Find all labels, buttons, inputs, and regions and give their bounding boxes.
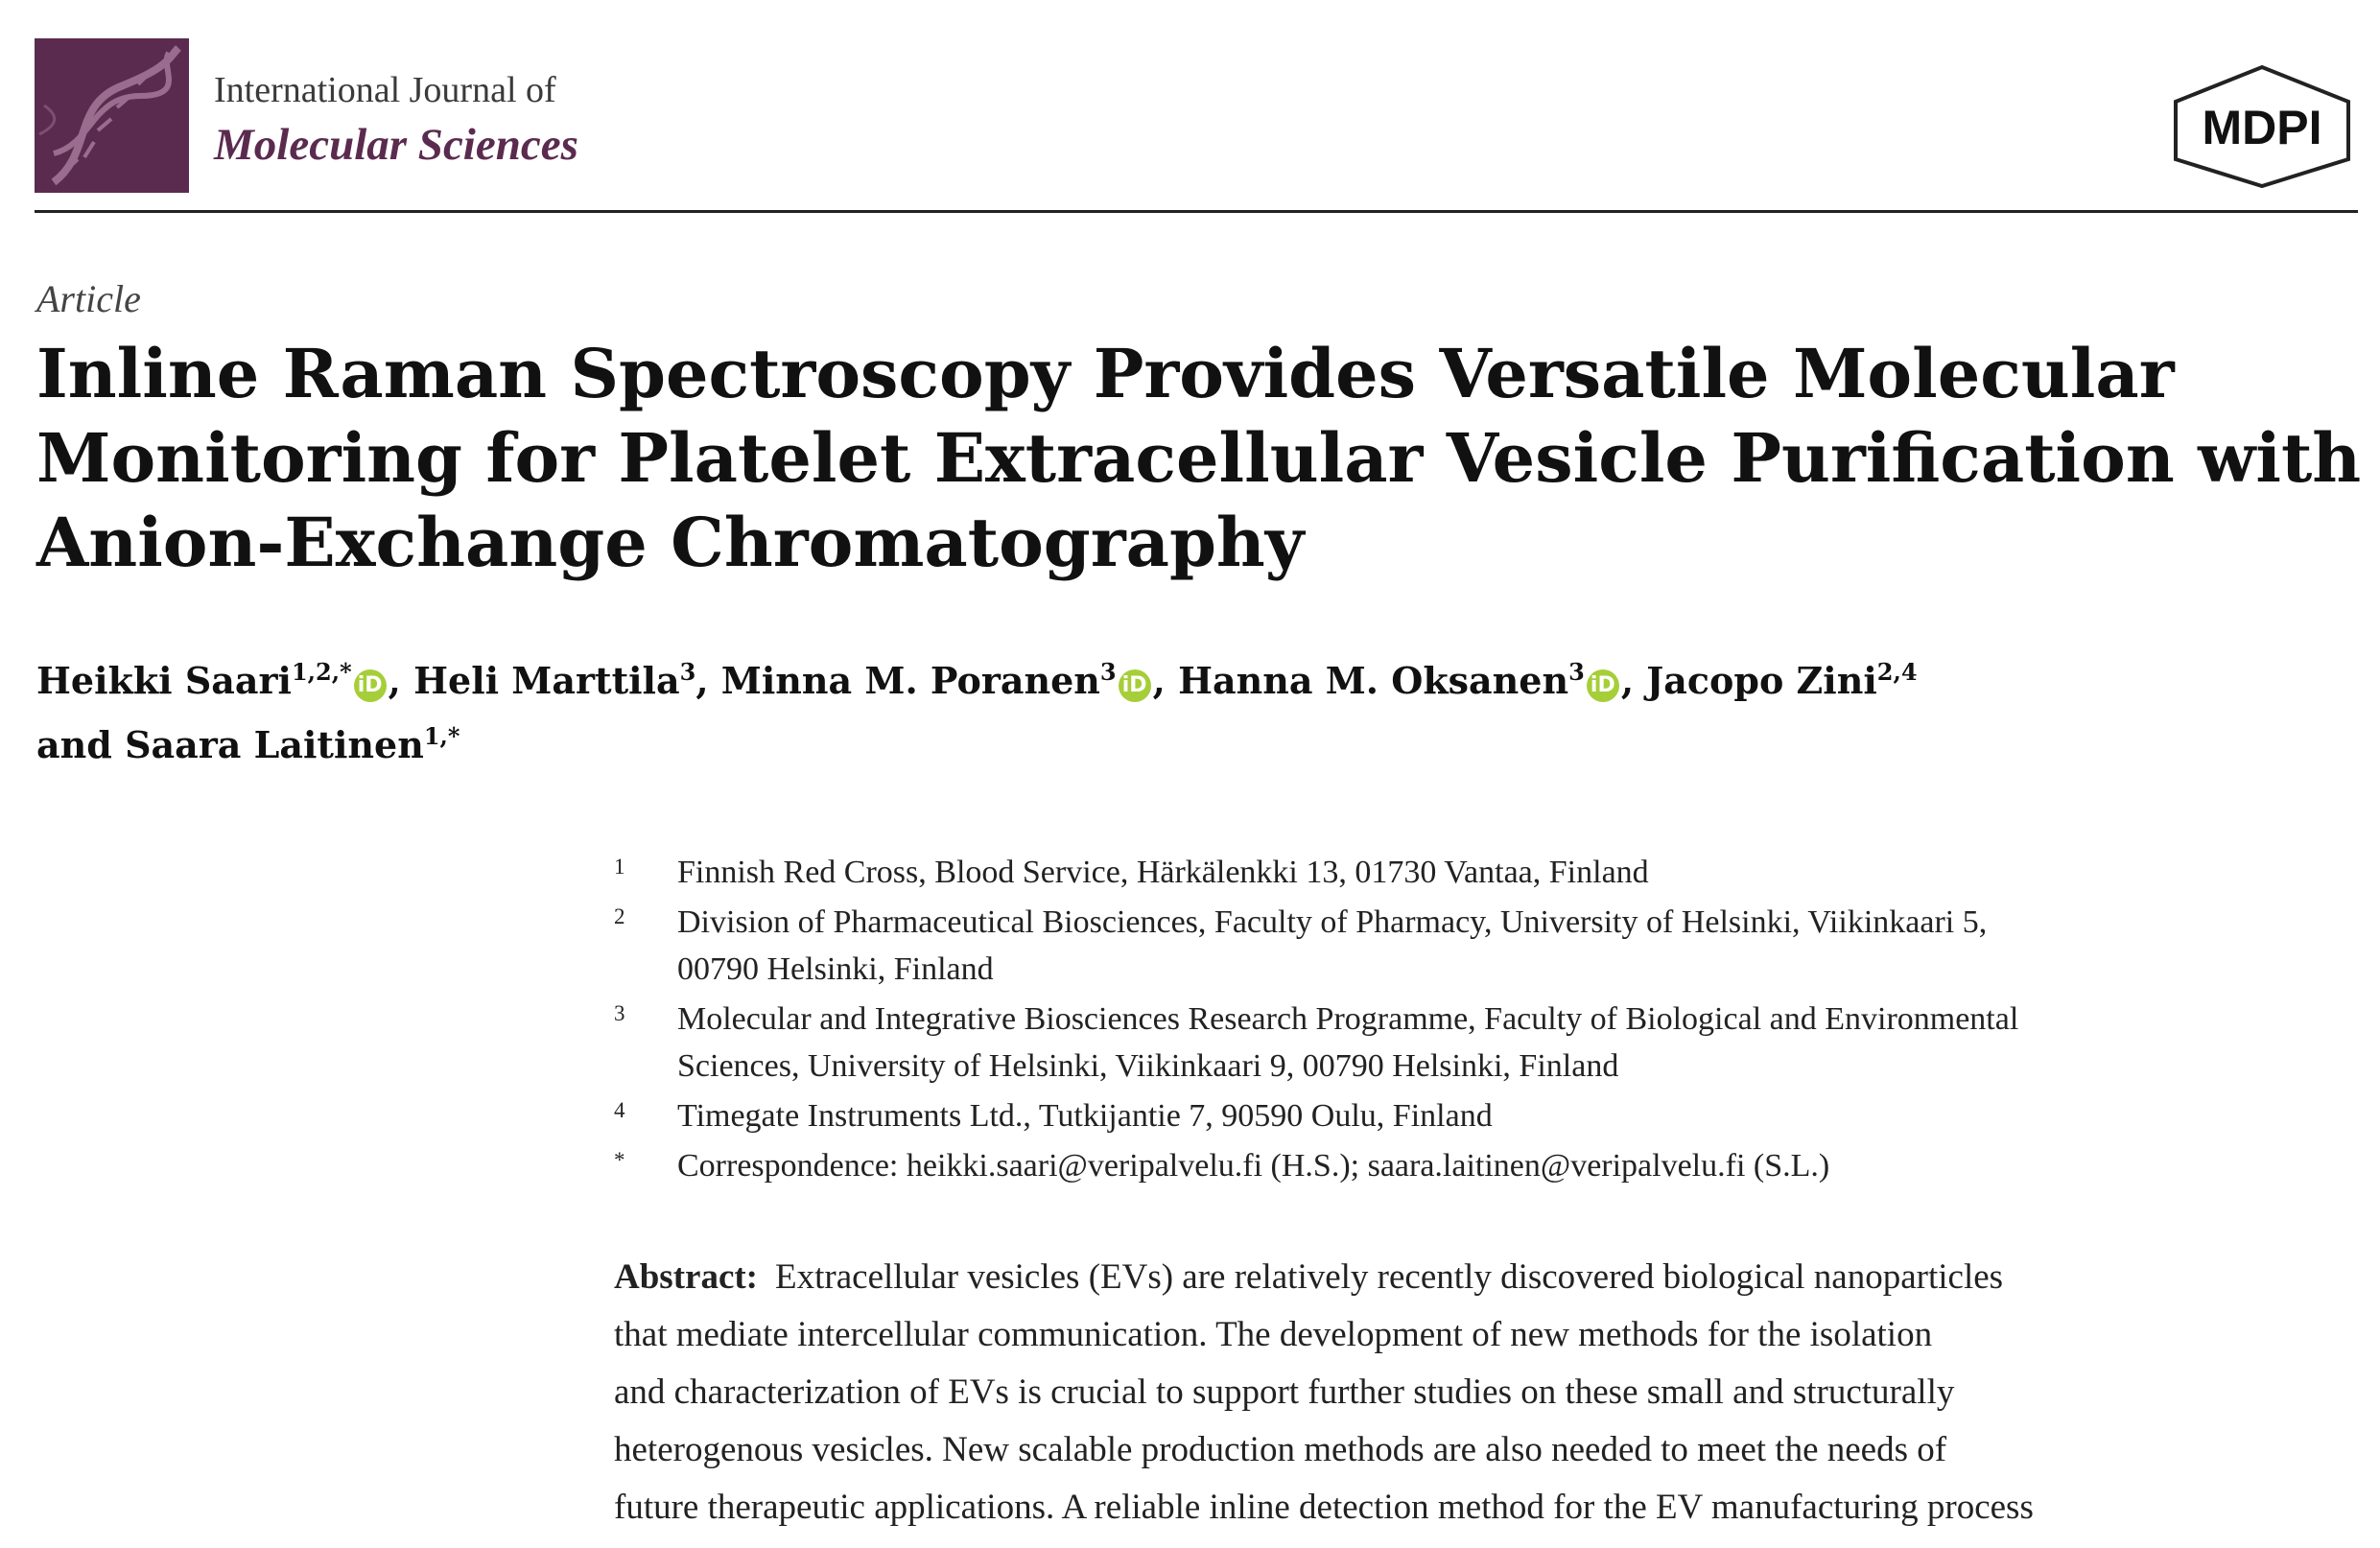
correspondence-item [614, 1142, 2360, 1189]
orcid-icon[interactable]: iD [1119, 669, 1151, 702]
abstract-line: future therapeutic applications. A reliable inline detection method for the EV manufacturing process [614, 1488, 2034, 1527]
author-name[interactable]: Minna M. Poranen [720, 659, 1100, 702]
author-name[interactable]: Hanna M. Oksanen [1178, 659, 1569, 702]
journal-logo [35, 38, 189, 193]
affiliation-text: Timegate Instruments Ltd., Tutkijantie 7, 90590 Oulu, Finland [677, 1098, 1493, 1134]
affiliation-text: 00790 Helsinki, Finland [677, 951, 994, 987]
affiliation-number: 4 [614, 1098, 625, 1122]
journal-name-line2: Molecular Sciences [214, 120, 578, 170]
article-type: Article [36, 277, 141, 320]
affiliation-number: 2 [614, 904, 625, 928]
abstract-line: that mediate intercellular communication. The development of new methods for the isolation [614, 1315, 1933, 1354]
affiliation-text: Sciences, University of Helsinki, Viikinkaari 9, 00790 Helsinki, Finland [677, 1048, 1619, 1084]
orcid-icon[interactable]: iD [1587, 669, 1619, 702]
affiliations-list [614, 849, 2360, 1192]
author-name[interactable]: Heli Marttila [413, 659, 680, 702]
affiliation-text: Molecular and Integrative Biosciences Research Programme, Faculty of Biological and Environmental [677, 1001, 2019, 1037]
abstract-line [614, 1249, 2360, 1306]
affiliation-item [614, 899, 2360, 993]
author-affiliation-marks: 1,* [423, 722, 460, 750]
affiliation-text: Division of Pharmaceutical Biosciences, Faculty of Pharmacy, University of Helsinki, Viikinkaari 5, [677, 904, 1988, 940]
author-affiliation-marks: 1,2,* [291, 658, 352, 686]
title-line: Anion-Exchange Chromatography [36, 503, 1305, 582]
correspondence-text[interactable]: Correspondence: heikki.saari@veripalvelu.fi (H.S.); saara.laitinen@veripalvelu.fi (S.L.) [677, 1148, 1830, 1184]
author-affiliation-marks: 3 [679, 658, 696, 686]
author-name[interactable]: Saara Laitinen [125, 723, 424, 766]
title-line: Inline Raman Spectroscopy Provides Versatile Molecular [36, 334, 2175, 413]
author-affiliation-marks: 3 [1099, 658, 1117, 686]
correspondence-mark: * [614, 1148, 625, 1172]
author-line-2 [36, 709, 2339, 773]
publisher-name: MDPI [2202, 101, 2322, 154]
abstract-text: Extracellular vesicles (EVs) are relatively recently discovered biological nanoparticles [775, 1257, 2004, 1297]
journal-name-line1: International Journal of [214, 70, 556, 110]
header-divider [35, 210, 2358, 213]
title-line: Monitoring for Platelet Extracellular Vesicle Purification with [36, 418, 2362, 498]
mdpi-logo [2166, 63, 2358, 190]
affiliation-number: 1 [614, 855, 625, 879]
article-title [36, 332, 2362, 585]
author-name[interactable]: Heikki Saari [36, 659, 292, 702]
abstract-line: and characterization of EVs is crucial to support further studies on these small and structurally [614, 1372, 1955, 1412]
affiliation-item [614, 1092, 2360, 1139]
author-list [36, 645, 2339, 773]
abstract-label: Abstract: [614, 1257, 759, 1297]
dna-helix-icon [35, 38, 189, 193]
author-line-1: Heikki Saari$^{1,2,*}$ iD , Heli Marttila$^3$, Minna M. Poranen$^3$ iD , Hanna M. Oksanen$^3$ iD , Jacopo Zini$^{2,4}$ [36, 658, 1918, 702]
affiliation-item [614, 849, 2360, 896]
affiliation-item [614, 996, 2360, 1090]
author-affiliation-marks: 3 [1568, 658, 1585, 686]
author-affiliation-marks: 2,4 [1876, 658, 1918, 686]
abstract [614, 1249, 2360, 1536]
author-name[interactable]: Jacopo Zini [1646, 659, 1877, 702]
affiliation-text: Finnish Red Cross, Blood Service, Härkälenkki 13, 01730 Vantaa, Finland [677, 855, 1649, 890]
affiliation-number: 3 [614, 1001, 625, 1025]
orcid-icon[interactable]: iD [354, 669, 387, 702]
abstract-line: heterogenous vesicles. New scalable production methods are also needed to meet the needs of [614, 1430, 1947, 1469]
author-conjunction: and [36, 723, 112, 766]
